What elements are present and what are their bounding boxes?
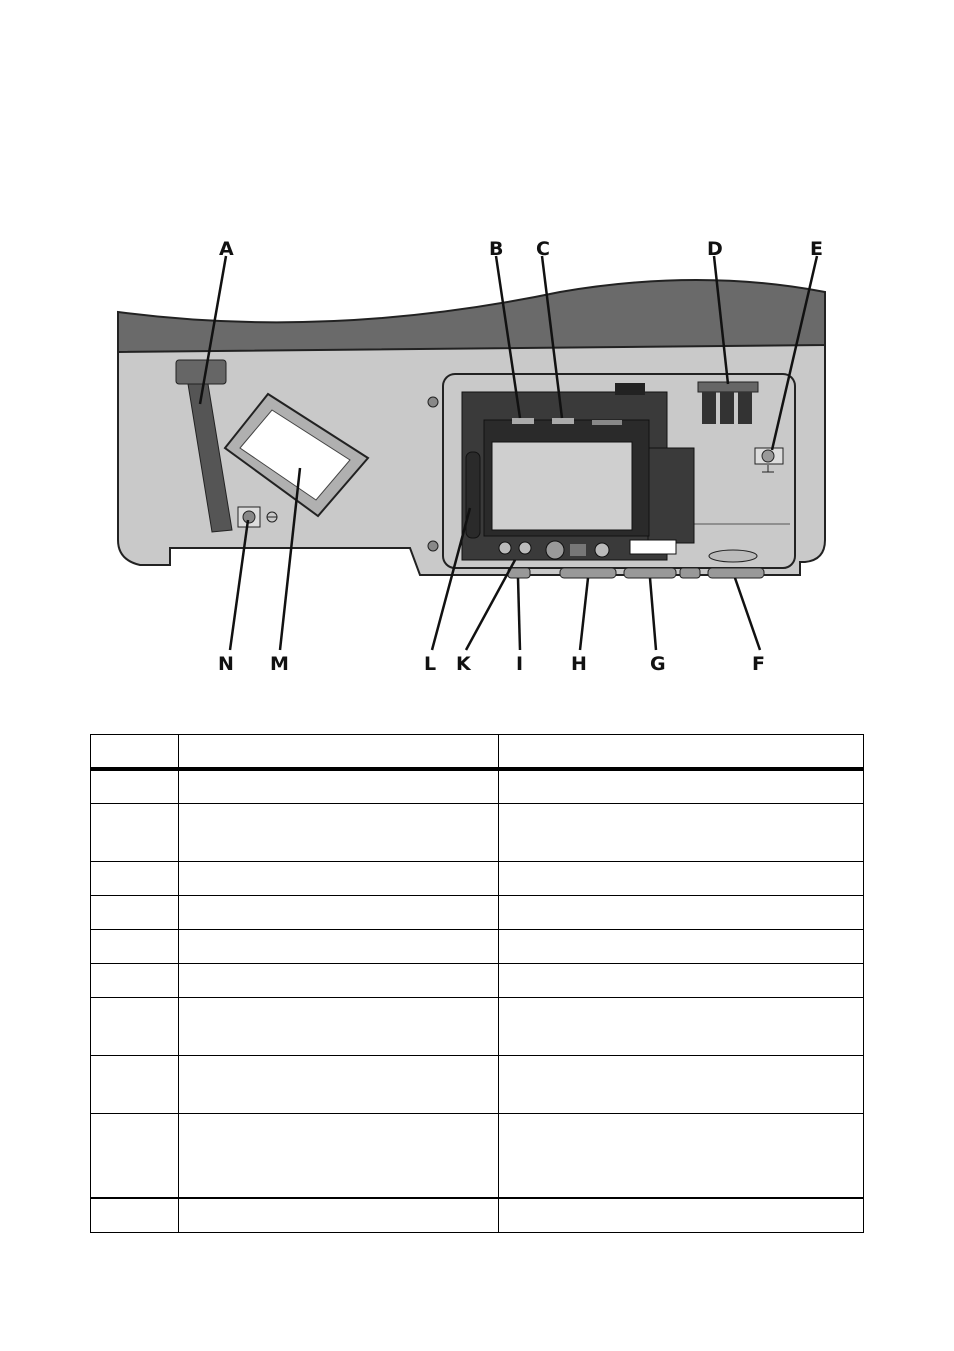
- table-cell: [91, 804, 179, 862]
- table-row: [91, 804, 864, 862]
- table-cell: [91, 1114, 179, 1199]
- communication-assembly: [462, 383, 694, 560]
- table-cell: [179, 862, 499, 896]
- callout-a: A: [219, 238, 234, 260]
- callout-i: I: [516, 653, 524, 675]
- table-cell: [91, 896, 179, 930]
- table-row: [91, 998, 864, 1056]
- table-row: [91, 1114, 864, 1199]
- table-header-row: [91, 735, 864, 770]
- table-cell: [91, 769, 179, 804]
- callout-d: D: [707, 238, 723, 260]
- table-cell: [499, 769, 864, 804]
- table-row: [91, 1056, 864, 1114]
- table-cell: [179, 930, 499, 964]
- table-cell: [179, 1198, 499, 1233]
- table-row: [91, 930, 864, 964]
- callout-c: C: [536, 238, 550, 260]
- table-cell: [499, 735, 864, 770]
- table-row: [91, 896, 864, 930]
- callout-g: G: [650, 653, 666, 675]
- table-row: [91, 862, 864, 896]
- callout-h: H: [571, 653, 587, 675]
- table-cell: [91, 862, 179, 896]
- table-cell: [499, 896, 864, 930]
- table-cell: [179, 964, 499, 998]
- callout-l: L: [424, 653, 437, 675]
- table-cell: [499, 964, 864, 998]
- table-cell: [179, 735, 499, 770]
- table-cell: [179, 896, 499, 930]
- table-cell: [91, 1198, 179, 1233]
- table-cell: [499, 1056, 864, 1114]
- table-cell: [499, 1114, 864, 1199]
- table-cell: [499, 804, 864, 862]
- table-row: [91, 964, 864, 998]
- table-cell: [91, 1056, 179, 1114]
- table-cell: [179, 1114, 499, 1199]
- table-cell: [499, 862, 864, 896]
- table-cell: [499, 998, 864, 1056]
- callout-n: N: [218, 653, 234, 675]
- callout-f: F: [752, 653, 765, 675]
- table-cell: [179, 998, 499, 1056]
- table-cell: [91, 735, 179, 770]
- table-cell: [499, 1198, 864, 1233]
- ac-terminal: [698, 382, 758, 424]
- table-row: [91, 769, 864, 804]
- table-cell: [179, 1056, 499, 1114]
- table-cell: [499, 930, 864, 964]
- table-cell: [179, 804, 499, 862]
- table-cell: [179, 769, 499, 804]
- callout-b: B: [489, 238, 504, 260]
- table-row: [91, 1198, 864, 1233]
- table-cell: [91, 998, 179, 1056]
- callout-m: M: [270, 653, 289, 675]
- table-cell: [91, 930, 179, 964]
- table-cell: [91, 964, 179, 998]
- callout-e: E: [810, 238, 823, 260]
- callout-k: K: [456, 653, 471, 675]
- legend-table: [90, 734, 864, 1233]
